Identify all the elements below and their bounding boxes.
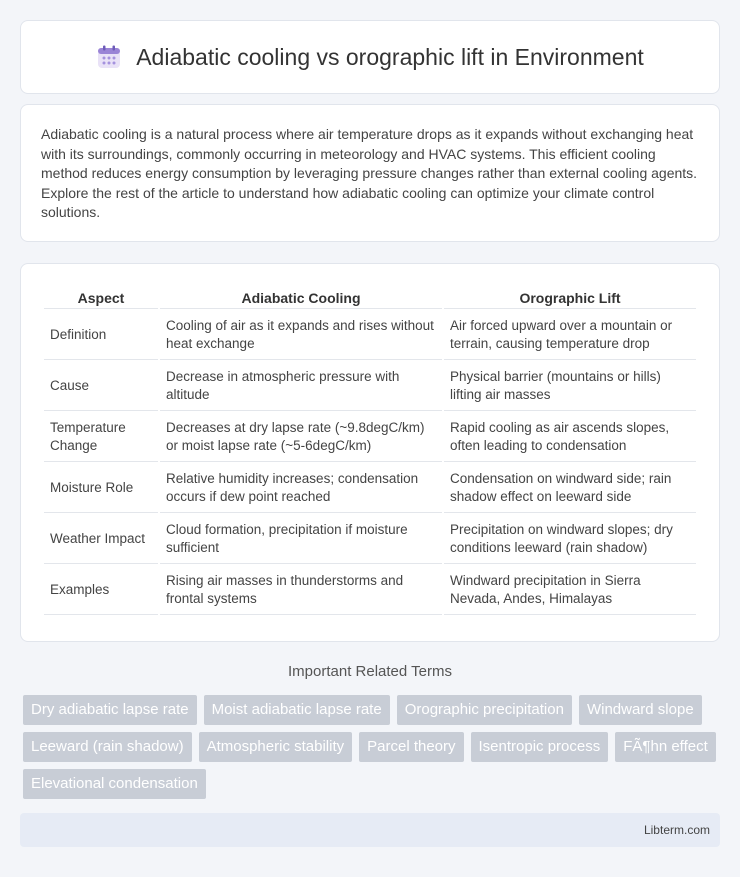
calendar-icon — [96, 44, 122, 70]
header-adiabatic-cooling: Adiabatic Cooling — [160, 286, 442, 309]
table-cell: Physical barrier (mountains or hills) lifting air masses — [444, 362, 696, 411]
footer-site-link[interactable]: Libterm.com — [643, 823, 710, 837]
table-cell-aspect: Temperature Change — [44, 413, 158, 462]
table-cell-aspect: Examples — [44, 566, 158, 615]
page-title: Adiabatic cooling vs orographic lift in Environment — [136, 43, 644, 70]
comparison-table-card — [20, 263, 720, 642]
table-cell: Air forced upward over a mountain or terrain, causing temperature drop — [444, 311, 696, 360]
table-row — [44, 413, 696, 462]
tag-atmospheric-stability[interactable]: Atmospheric stability — [199, 732, 353, 762]
header-card — [20, 20, 720, 94]
tag-orographic-precipitation[interactable]: Orographic precipitation — [397, 695, 572, 725]
tag-leeward-rain-shadow[interactable]: Leeward (rain shadow) — [23, 732, 192, 762]
table-cell: Rising air masses in thunderstorms and frontal systems — [160, 566, 442, 615]
intro-text: Adiabatic cooling is a natural process where air temperature drops as it expands without exchanging heat with its surroundings, commonly occurring in meteorology and HVAC systems. This efficient cooling method reduces energy consumption by leveraging pressure changes rather than external cooling agents. Explore the rest of the article to understand how adiabatic cooling can optimize your climate control solutions. — [41, 126, 698, 221]
table-cell: Rapid cooling as air ascends slopes, often leading to condensation — [444, 413, 696, 462]
tag-windward-slope[interactable]: Windward slope — [579, 695, 702, 725]
tag-fohn-effect[interactable]: FÃ¶hn effect — [615, 732, 716, 762]
table-row — [44, 464, 696, 513]
table-row — [44, 362, 696, 411]
table-cell: Condensation on windward side; rain shadow effect on leeward side — [444, 464, 696, 513]
table-cell: Precipitation on windward slopes; dry conditions leeward (rain shadow) — [444, 515, 696, 564]
tag-elevational-condensation[interactable]: Elevational condensation — [23, 769, 206, 799]
tag-isentropic-process[interactable]: Isentropic process — [471, 732, 609, 762]
table-cell: Decreases at dry lapse rate (~9.8degC/km) or moist lapse rate (~5-6degC/km) — [160, 413, 442, 462]
table-cell: Windward precipitation in Sierra Nevada, Andes, Himalayas — [444, 566, 696, 615]
tag-dry-adiabatic-lapse-rate[interactable]: Dry adiabatic lapse rate — [23, 695, 197, 725]
table-row — [44, 311, 696, 360]
tag-moist-adiabatic-lapse-rate[interactable]: Moist adiabatic lapse rate — [204, 695, 390, 725]
footer — [20, 813, 720, 847]
table-cell-aspect: Moisture Role — [44, 464, 158, 513]
header-orographic-lift: Orographic Lift — [444, 286, 696, 309]
table-cell: Decrease in atmospheric pressure with altitude — [160, 362, 442, 411]
table-cell-aspect: Cause — [44, 362, 158, 411]
table-row — [44, 566, 696, 615]
related-terms-tags — [23, 695, 723, 799]
table-cell: Cooling of air as it expands and rises without heat exchange — [160, 311, 442, 360]
table-cell: Relative humidity increases; condensation occurs if dew point reached — [160, 464, 442, 513]
table-header-row — [44, 286, 696, 309]
comparison-table — [42, 284, 698, 617]
related-terms-title: Important Related Terms — [288, 663, 452, 680]
tag-parcel-theory[interactable]: Parcel theory — [359, 732, 463, 762]
header-aspect: Aspect — [44, 286, 158, 309]
table-cell-aspect: Definition — [44, 311, 158, 360]
header — [96, 44, 644, 71]
intro-card — [20, 104, 720, 242]
table-row — [44, 515, 696, 564]
table-cell: Cloud formation, precipitation if moisture sufficient — [160, 515, 442, 564]
table-cell-aspect: Weather Impact — [44, 515, 158, 564]
